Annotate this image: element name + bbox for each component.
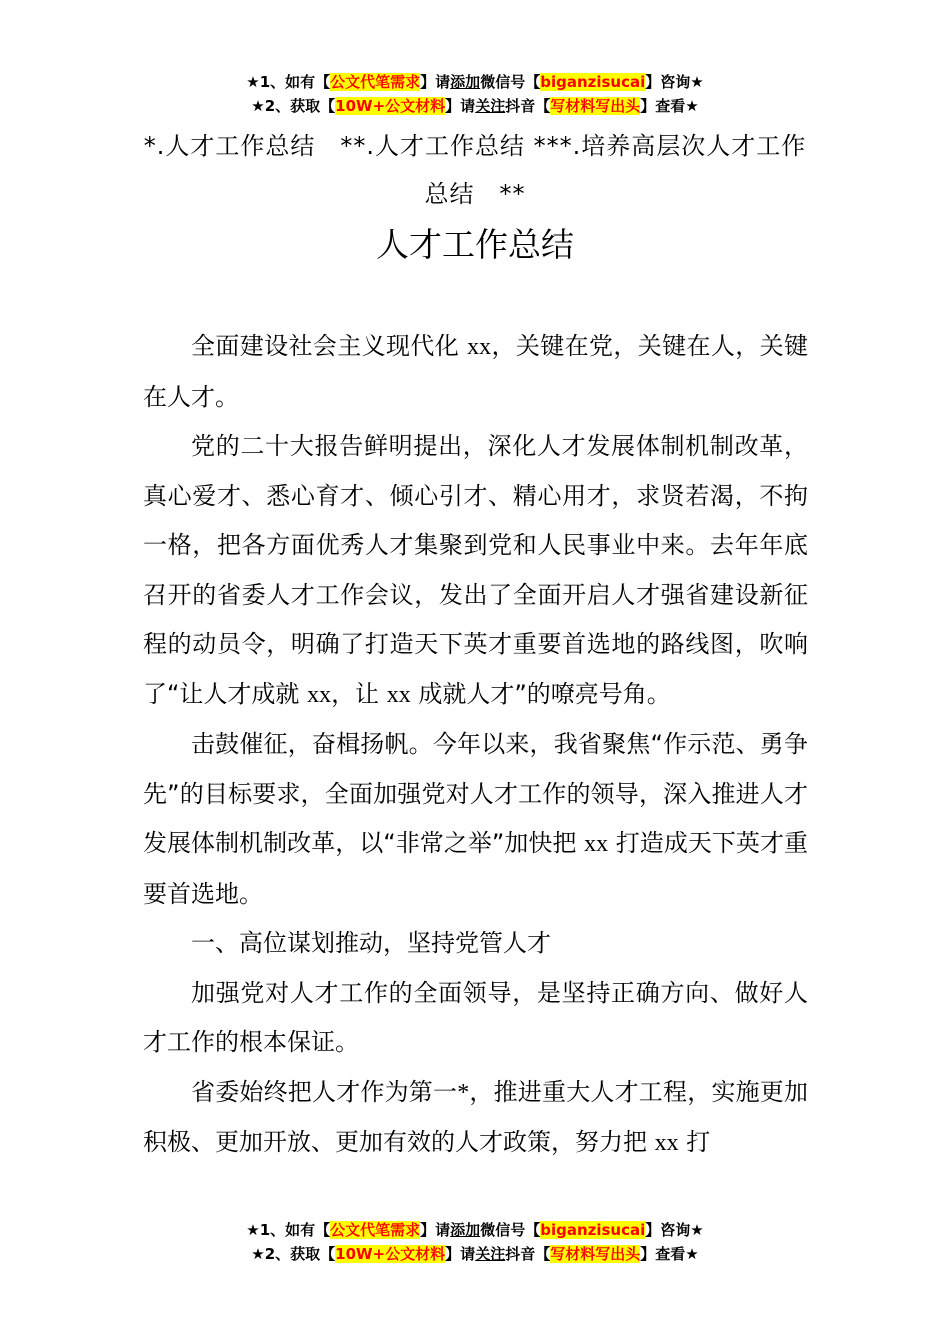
document-body (143, 322, 808, 1169)
bottom-ad-banner (0, 1218, 950, 1266)
banner-line-1: ★1、如有【公文代笔需求】请添加微信号【biganzisucai】咨询★ (246, 73, 704, 91)
star-icon: ★ (685, 97, 699, 115)
star-icon: ★ (251, 97, 265, 115)
banner-line-2: ★2、获取【10W+公文材料】请关注抖音【写材料写出头】查看★ (251, 97, 699, 115)
section-heading: 一、高位谋划推动，坚持党管人才 (191, 929, 551, 957)
highlight-wechat-id: biganzisucai (540, 73, 646, 91)
top-ad-banner (0, 70, 950, 118)
highlight-service: 公文代笔需求 (330, 1221, 421, 1239)
banner-line-1: ★1、如有【公文代笔需求】请添加微信号【biganzisucai】咨询★ (246, 1221, 704, 1239)
star-icon: ★ (246, 1221, 260, 1239)
highlight-service: 公文代笔需求 (330, 73, 421, 91)
paragraph: 击鼓催征，奋楫扬帆。今年以来，我省聚焦“作示范、勇争先”的目标要求，全面加强党对人才工作的领导，深入推进人才发展体制机制改革，以“非常之举”加快把 xx 打造成天下英才重要首选地。 (143, 730, 808, 908)
document-title: 人才工作总结 (376, 225, 574, 264)
document-subtitle: *.人才工作总结 **.人才工作总结 ***.培养高层次人才工作总结 ** (143, 132, 807, 208)
highlight-materials: 10W+公文材料 (335, 1245, 446, 1263)
paragraph: 加强党对人才工作的全面领导，是坚持正确方向、做好人才工作的根本保证。 (143, 978, 808, 1056)
paragraph: 全面建设社会主义现代化 xx，关键在党，关键在人，关键在人才。 (143, 332, 808, 411)
highlight-douyin-id: 写材料写出头 (550, 1245, 641, 1263)
star-icon: ★ (690, 1221, 704, 1239)
highlight-materials: 10W+公文材料 (335, 97, 446, 115)
highlight-douyin-id: 写材料写出头 (550, 97, 641, 115)
star-icon: ★ (685, 1245, 699, 1263)
banner-line-2: ★2、获取【10W+公文材料】请关注抖音【写材料写出头】查看★ (251, 1245, 699, 1263)
star-icon: ★ (690, 73, 704, 91)
paragraph: 党的二十大报告鲜明提出，深化人才发展体制机制改革，真心爱才、悉心育才、倾心引才、精心用才，求贤若渴，不拘一格，把各方面优秀人才集聚到党和人民事业中来。去年年底召开的省委人才工作会议，发出了全面开启人才强省建设新征程的动员令，明确了打造天下英才重要首选地的路线图，吹响了“让人才成就 xx，让 xx 成就人才”的嘹亮号角。 (143, 432, 808, 708)
star-icon: ★ (251, 1245, 265, 1263)
highlight-wechat-id: biganzisucai (540, 1221, 646, 1239)
star-icon: ★ (246, 73, 260, 91)
paragraph: 省委始终把人才作为第一*，推进重大人才工程，实施更加积极、更加开放、更加有效的人才政策，努力把 xx 打 (143, 1077, 809, 1156)
